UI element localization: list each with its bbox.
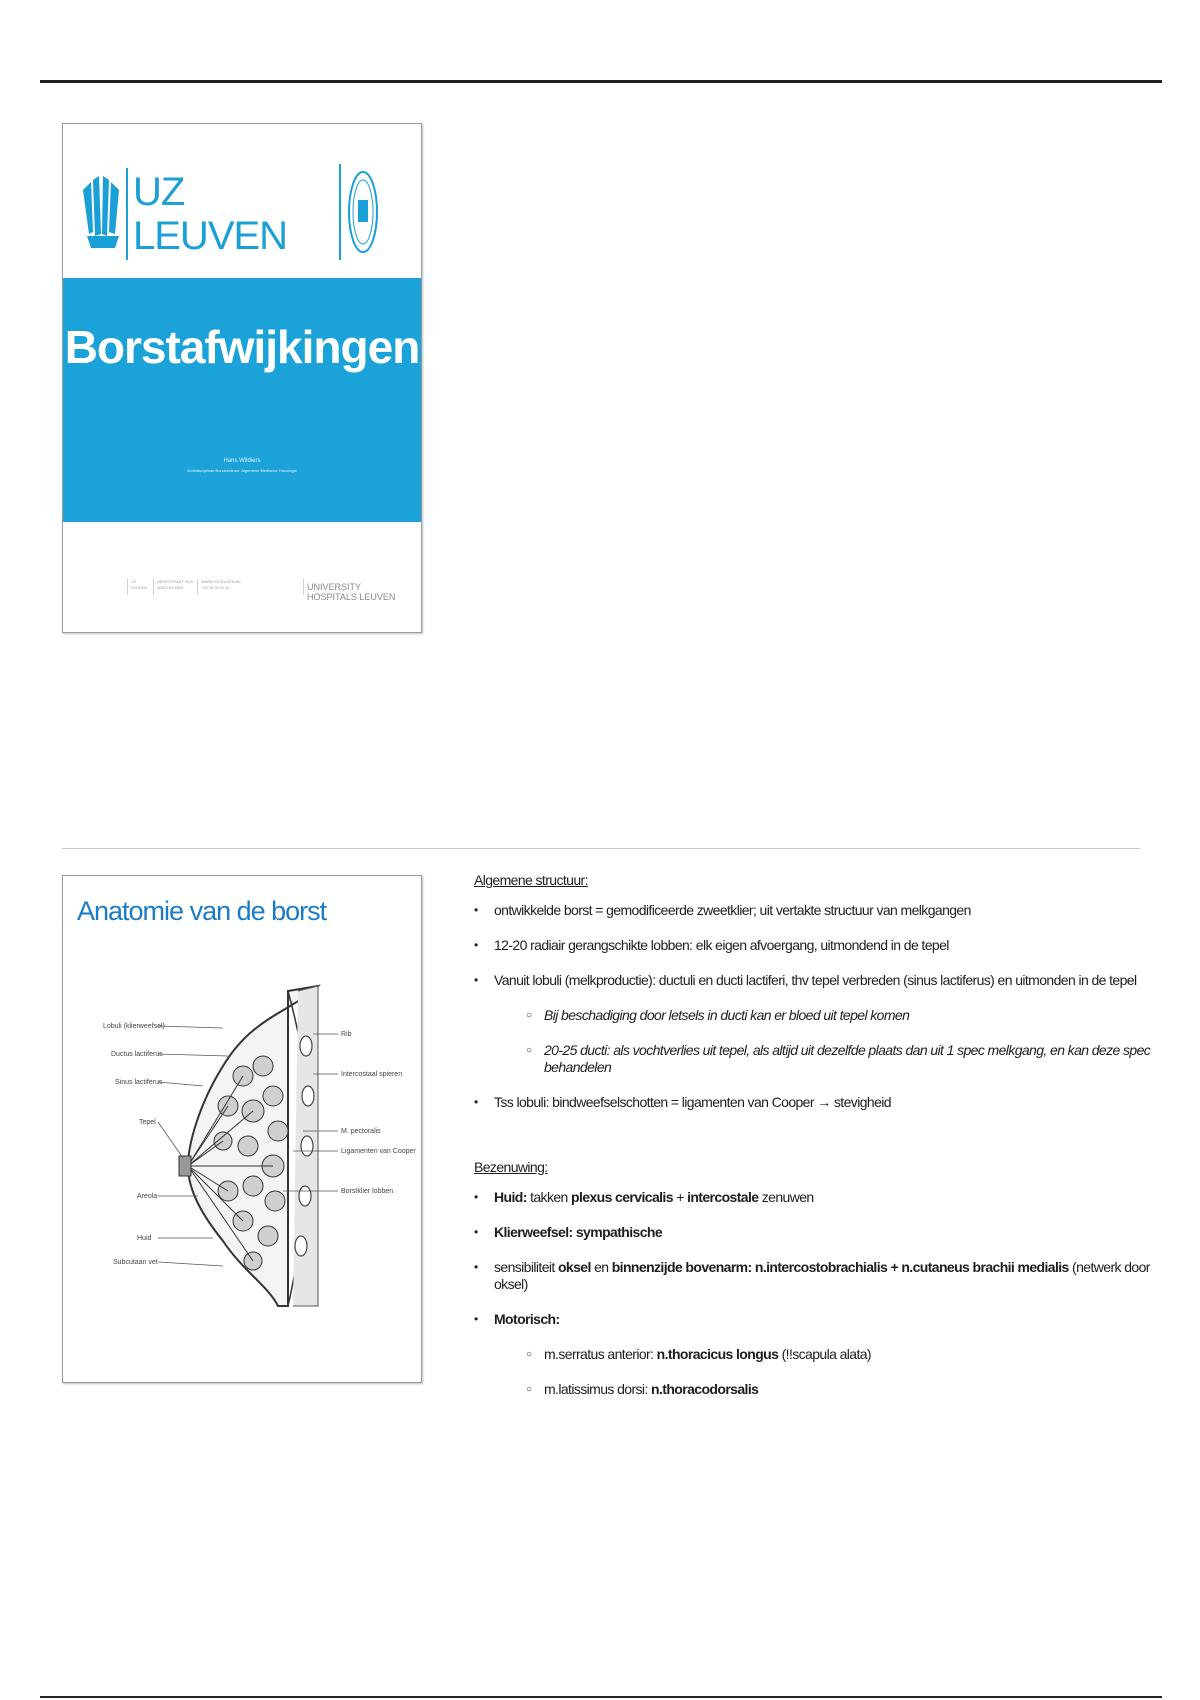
huid-text: takken: [526, 1189, 572, 1205]
notes-panel: [474, 872, 1174, 1416]
list-item: • 12-20 radiair gerangschikte lobben: elk eigen afvoergang, uitmondend in de tepel: [474, 937, 1174, 954]
title-band: [63, 278, 421, 522]
list-item-sensibiliteit: [474, 1259, 1174, 1293]
logo-divider: [126, 168, 128, 260]
sens-nerves: binnenzijde bovenarm: n.intercostobrachialis + n.cutaneus brachii medialis: [611, 1259, 1069, 1275]
slide-affiliation: Multidisciplinair Borstcentrum, Algemene Medische Oncologie: [187, 468, 297, 473]
motor-nerve: n.thoracicus longus: [656, 1346, 779, 1362]
slide-thumbnail-anatomy: [62, 875, 422, 1383]
notes-heading-bezenuwing: Bezenuwing:: [474, 1159, 548, 1175]
footer-cell: WWW.UZLEUVEN.BE +32 16 33 22 11: [201, 579, 242, 590]
structuur-list: [474, 902, 1174, 1111]
header-rule: [40, 80, 1162, 83]
huid-intercostale: intercostale: [687, 1189, 759, 1205]
list-item: • ontwikkelde borst = gemodificeerde zweetklier; uit vertakte structuur van melkgangen: [474, 902, 1174, 919]
huid-zenuwen: zenuwen: [758, 1189, 814, 1205]
footer-main: UNIVERSITY HOSPITALS LEUVEN: [307, 582, 396, 602]
list-item-huid: [474, 1189, 1174, 1206]
huid-label: Huid:: [494, 1189, 527, 1205]
logo-line-leuven: LEUVEN: [133, 214, 288, 258]
list-item: • Tss lobuli: bindweefselschotten = ligamenten van Cooper → stevigheid: [474, 1094, 1174, 1111]
label-pectoralis: M. pectoralis: [341, 1128, 381, 1135]
motor-note: (!!scapula alata): [778, 1346, 871, 1362]
label-ductus: Ductus lactiferus: [111, 1051, 163, 1058]
slide-thumbnail-title: [62, 123, 422, 633]
slide-header: [63, 124, 421, 278]
list-item-klierweefsel: [474, 1224, 1174, 1241]
label-tepel: Tepel: [139, 1119, 156, 1126]
breast-anatomy-diagram-icon: [103, 986, 416, 1326]
list-item: • Vanuit lobuli (melkproductie): ductuli en ducti lactiferi, thv tepel verbreden (sinus lactiferus) en uitmonden in de tepel: [474, 972, 1174, 989]
klier-label: Klierweefsel: sympathische: [494, 1224, 663, 1240]
sub-list-item: [474, 1381, 1174, 1398]
label-cooper: Ligamenten van Cooper: [341, 1148, 416, 1155]
sub-list-item: ○ Bij beschadiging door letsels in ducti kan er bloed uit tepel komen: [474, 1007, 1174, 1024]
footer-separator: [303, 579, 304, 595]
footer-separator: [197, 579, 198, 595]
footer-rule: [40, 1696, 1162, 1698]
label-huid: Huid: [137, 1235, 152, 1242]
sub-list-item: [474, 1346, 1174, 1363]
list-item-motorisch: [474, 1311, 1174, 1328]
uz-leuven-logo-icon: [81, 172, 125, 258]
footer-cell: UZ LEUVEN: [131, 579, 148, 590]
huid-plexus: plexus cervicalis: [571, 1189, 673, 1205]
label-lobuli: Lobuli (klierweefsel): [103, 1023, 165, 1030]
motor-muscle: m.latissimus dorsi:: [544, 1381, 652, 1397]
label-sinus: Sinus lactiferus: [115, 1079, 163, 1086]
sub-list-item: ○ 20-25 ducti: als vochtverlies uit tepel, als altijd uit dezelfde plaats dan uit 1 spec melkgang, en kan deze spec behandelen: [474, 1042, 1174, 1076]
label-lobben: Borstklier lobben: [341, 1188, 394, 1195]
footer-cell: HERESTRAAT 49 B 3000 LEUVEN: [157, 579, 193, 590]
motor-label: Motorisch:: [494, 1311, 560, 1327]
label-intercostaal: Intercostaal spieren: [341, 1071, 403, 1078]
bezenuwing-list: [474, 1189, 1174, 1398]
slide-title: Anatomie van de borst: [77, 896, 327, 926]
label-areola: Areola: [137, 1193, 158, 1200]
slide-footer: [127, 579, 407, 602]
motor-nerve: n.thoracodorsalis: [651, 1381, 759, 1397]
logo-text: [133, 170, 287, 258]
motor-muscle: m.serratus anterior:: [544, 1346, 657, 1362]
sens-text: sensibiliteit: [494, 1259, 558, 1275]
footer-separator: [127, 579, 128, 595]
logo-line-uz: UZ: [133, 170, 185, 214]
label-subcutaan: Subcutaan vet: [113, 1259, 158, 1266]
sens-en: en: [590, 1259, 612, 1275]
sens-oksel: oksel: [557, 1259, 591, 1275]
notes-heading-structuur: Algemene structuur:: [474, 872, 588, 888]
label-rib: Rib: [341, 1031, 352, 1038]
page-separator: [62, 848, 1140, 849]
slide-title: Borstafwijkingen: [64, 321, 420, 373]
sens-note: (netwerk door oksel): [494, 1259, 1150, 1292]
ku-leuven-seal-icon: [347, 166, 379, 260]
footer-separator: [153, 579, 154, 595]
huid-plus: +: [672, 1189, 688, 1205]
seal-divider: [339, 164, 341, 260]
slide-author: Hans Wildiers: [223, 458, 261, 464]
